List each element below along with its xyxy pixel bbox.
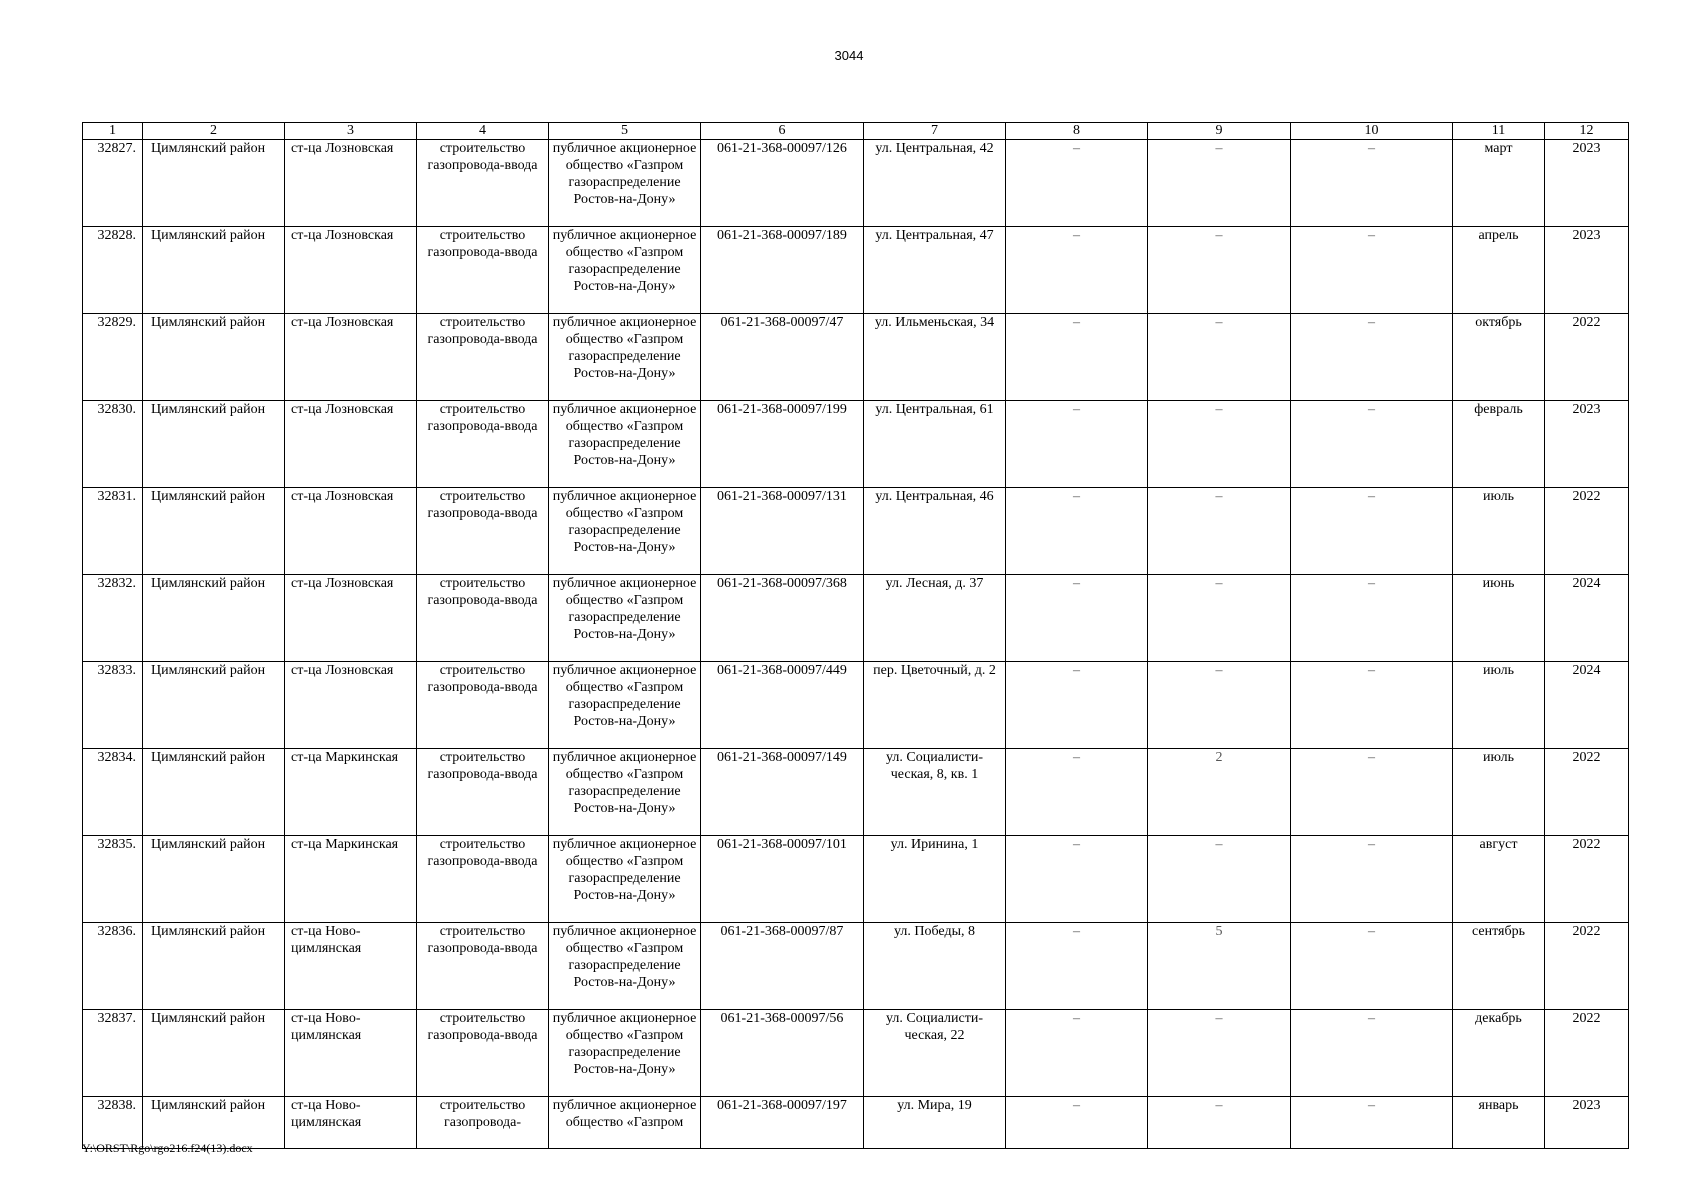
file-path: Y:\ORST\Rgo\rgo216.f24(13).docx <box>82 1141 253 1155</box>
year-cell: 2024 <box>1545 662 1629 749</box>
organization-cell: публичное акционерное общество «Газпром <box>549 1097 701 1149</box>
table-body <box>83 140 1629 1149</box>
row-number: 32834. <box>83 749 143 836</box>
row-number: 32830. <box>83 401 143 488</box>
column-header: 5 <box>549 123 701 140</box>
address-cell: ул. Иринина, 1 <box>864 836 1006 923</box>
address-cell: ул. Центральная, 42 <box>864 140 1006 227</box>
table-row <box>83 575 1629 662</box>
object-code-cell: 061-21-368-00097/101 <box>701 836 864 923</box>
column-header: 3 <box>285 123 417 140</box>
column-10-cell: – <box>1291 575 1453 662</box>
month-cell: январь <box>1453 1097 1545 1149</box>
work-type-cell: строительство газопровода-ввода <box>417 401 549 488</box>
column-number-row <box>83 123 1629 140</box>
work-type-cell: строительство газопровода-ввода <box>417 575 549 662</box>
organization-cell: публичное акционерное общество «Газпром газораспределение Ростов-на-Дону» <box>549 923 701 1010</box>
object-code-cell: 061-21-368-00097/149 <box>701 749 864 836</box>
district-cell: Цимлянский район <box>143 749 285 836</box>
settlement-cell: ст-ца Лозновская <box>285 662 417 749</box>
column-10-cell: – <box>1291 140 1453 227</box>
table-row <box>83 401 1629 488</box>
column-8-cell: – <box>1006 401 1148 488</box>
organization-cell: публичное акционерное общество «Газпром газораспределение Ростов-на-Дону» <box>549 1010 701 1097</box>
month-cell: июль <box>1453 749 1545 836</box>
settlement-cell: ст-ца Лозновская <box>285 227 417 314</box>
column-10-cell: – <box>1291 836 1453 923</box>
column-8-cell: – <box>1006 227 1148 314</box>
table-row <box>83 314 1629 401</box>
column-9-cell: – <box>1148 575 1291 662</box>
column-8-cell: – <box>1006 836 1148 923</box>
row-number: 32831. <box>83 488 143 575</box>
organization-cell: публичное акционерное общество «Газпром газораспределение Ростов-на-Дону» <box>549 401 701 488</box>
column-10-cell: – <box>1291 488 1453 575</box>
year-cell: 2022 <box>1545 488 1629 575</box>
row-number: 32836. <box>83 923 143 1010</box>
address-cell: ул. Лесная, д. 37 <box>864 575 1006 662</box>
column-8-cell: – <box>1006 488 1148 575</box>
table-row <box>83 488 1629 575</box>
object-code-cell: 061-21-368-00097/189 <box>701 227 864 314</box>
row-number: 32827. <box>83 140 143 227</box>
district-cell: Цимлянский район <box>143 923 285 1010</box>
month-cell: декабрь <box>1453 1010 1545 1097</box>
district-cell: Цимлянский район <box>143 227 285 314</box>
row-number: 32833. <box>83 662 143 749</box>
address-cell: пер. Цветочный, д. 2 <box>864 662 1006 749</box>
column-8-cell: – <box>1006 662 1148 749</box>
year-cell: 2023 <box>1545 140 1629 227</box>
year-cell: 2024 <box>1545 575 1629 662</box>
column-8-cell: – <box>1006 1010 1148 1097</box>
settlement-cell: ст-ца Лозновская <box>285 488 417 575</box>
table-row <box>83 662 1629 749</box>
column-9-cell: – <box>1148 401 1291 488</box>
month-cell: март <box>1453 140 1545 227</box>
object-code-cell: 061-21-368-00097/56 <box>701 1010 864 1097</box>
row-number: 32832. <box>83 575 143 662</box>
month-cell: сентябрь <box>1453 923 1545 1010</box>
settlement-cell: ст-ца Лозновская <box>285 314 417 401</box>
year-cell: 2022 <box>1545 314 1629 401</box>
column-8-cell: – <box>1006 749 1148 836</box>
work-type-cell: строительство газопровода-ввода <box>417 749 549 836</box>
column-10-cell: – <box>1291 1010 1453 1097</box>
address-cell: ул. Социалисти-ческая, 22 <box>864 1010 1006 1097</box>
column-10-cell: – <box>1291 923 1453 1010</box>
work-type-cell: строительство газопровода- <box>417 1097 549 1149</box>
object-code-cell: 061-21-368-00097/126 <box>701 140 864 227</box>
column-9-cell: – <box>1148 1010 1291 1097</box>
column-9-cell: 2 <box>1148 749 1291 836</box>
year-cell: 2023 <box>1545 1097 1629 1149</box>
row-number: 32838. <box>83 1097 143 1149</box>
column-header: 2 <box>143 123 285 140</box>
organization-cell: публичное акционерное общество «Газпром газораспределение Ростов-на-Дону» <box>549 488 701 575</box>
month-cell: апрель <box>1453 227 1545 314</box>
settlement-cell: ст-ца Ново-цимлянская <box>285 923 417 1010</box>
column-header: 7 <box>864 123 1006 140</box>
column-10-cell: – <box>1291 749 1453 836</box>
column-10-cell: – <box>1291 401 1453 488</box>
column-header: 1 <box>83 123 143 140</box>
settlement-cell: ст-ца Лозновская <box>285 140 417 227</box>
object-code-cell: 061-21-368-00097/47 <box>701 314 864 401</box>
column-9-cell: 5 <box>1148 923 1291 1010</box>
table-row <box>83 836 1629 923</box>
column-9-cell: – <box>1148 314 1291 401</box>
year-cell: 2022 <box>1545 836 1629 923</box>
column-8-cell: – <box>1006 575 1148 662</box>
district-cell: Цимлянский район <box>143 488 285 575</box>
work-type-cell: строительство газопровода-ввода <box>417 662 549 749</box>
district-cell: Цимлянский район <box>143 662 285 749</box>
object-code-cell: 061-21-368-00097/87 <box>701 923 864 1010</box>
table-row <box>83 1097 1629 1149</box>
organization-cell: публичное акционерное общество «Газпром газораспределение Ростов-на-Дону» <box>549 749 701 836</box>
address-cell: ул. Ильменьская, 34 <box>864 314 1006 401</box>
column-header: 4 <box>417 123 549 140</box>
column-9-cell: – <box>1148 836 1291 923</box>
column-10-cell: – <box>1291 662 1453 749</box>
organization-cell: публичное акционерное общество «Газпром газораспределение Ростов-на-Дону» <box>549 140 701 227</box>
settlement-cell: ст-ца Ново-цимлянская <box>285 1097 417 1149</box>
address-cell: ул. Центральная, 46 <box>864 488 1006 575</box>
column-8-cell: – <box>1006 314 1148 401</box>
district-cell: Цимлянский район <box>143 1010 285 1097</box>
work-type-cell: строительство газопровода-ввода <box>417 227 549 314</box>
address-cell: ул. Победы, 8 <box>864 923 1006 1010</box>
work-type-cell: строительство газопровода-ввода <box>417 1010 549 1097</box>
table-row <box>83 923 1629 1010</box>
year-cell: 2022 <box>1545 923 1629 1010</box>
table-row <box>83 749 1629 836</box>
object-code-cell: 061-21-368-00097/368 <box>701 575 864 662</box>
column-10-cell: – <box>1291 314 1453 401</box>
organization-cell: публичное акционерное общество «Газпром газораспределение Ростов-на-Дону» <box>549 575 701 662</box>
page-number: 3044 <box>834 48 864 63</box>
table-row <box>83 227 1629 314</box>
organization-cell: публичное акционерное общество «Газпром газораспределение Ростов-на-Дону» <box>549 314 701 401</box>
month-cell: октябрь <box>1453 314 1545 401</box>
row-number: 32828. <box>83 227 143 314</box>
column-header: 6 <box>701 123 864 140</box>
row-number: 32829. <box>83 314 143 401</box>
settlement-cell: ст-ца Лозновская <box>285 401 417 488</box>
work-type-cell: строительство газопровода-ввода <box>417 140 549 227</box>
row-number: 32837. <box>83 1010 143 1097</box>
document-table <box>82 122 1629 1149</box>
column-header: 9 <box>1148 123 1291 140</box>
column-header: 8 <box>1006 123 1148 140</box>
month-cell: июнь <box>1453 575 1545 662</box>
object-code-cell: 061-21-368-00097/197 <box>701 1097 864 1149</box>
column-header: 12 <box>1545 123 1629 140</box>
settlement-cell: ст-ца Лозновская <box>285 575 417 662</box>
column-10-cell: – <box>1291 1097 1453 1149</box>
district-cell: Цимлянский район <box>143 1097 285 1149</box>
object-code-cell: 061-21-368-00097/131 <box>701 488 864 575</box>
organization-cell: публичное акционерное общество «Газпром газораспределение Ростов-на-Дону» <box>549 662 701 749</box>
month-cell: июль <box>1453 662 1545 749</box>
row-number: 32835. <box>83 836 143 923</box>
settlement-cell: ст-ца Маркинская <box>285 836 417 923</box>
year-cell: 2022 <box>1545 1010 1629 1097</box>
address-cell: ул. Социалисти-ческая, 8, кв. 1 <box>864 749 1006 836</box>
district-cell: Цимлянский район <box>143 836 285 923</box>
year-cell: 2023 <box>1545 227 1629 314</box>
month-cell: июль <box>1453 488 1545 575</box>
column-header: 10 <box>1291 123 1453 140</box>
month-cell: август <box>1453 836 1545 923</box>
work-type-cell: строительство газопровода-ввода <box>417 488 549 575</box>
address-cell: ул. Центральная, 47 <box>864 227 1006 314</box>
year-cell: 2023 <box>1545 401 1629 488</box>
settlement-cell: ст-ца Маркинская <box>285 749 417 836</box>
organization-cell: публичное акционерное общество «Газпром газораспределение Ростов-на-Дону» <box>549 227 701 314</box>
district-cell: Цимлянский район <box>143 140 285 227</box>
column-9-cell: – <box>1148 1097 1291 1149</box>
column-header: 11 <box>1453 123 1545 140</box>
month-cell: февраль <box>1453 401 1545 488</box>
column-9-cell: – <box>1148 140 1291 227</box>
work-type-cell: строительство газопровода-ввода <box>417 923 549 1010</box>
object-code-cell: 061-21-368-00097/449 <box>701 662 864 749</box>
year-cell: 2022 <box>1545 749 1629 836</box>
district-cell: Цимлянский район <box>143 575 285 662</box>
settlement-cell: ст-ца Ново-цимлянская <box>285 1010 417 1097</box>
district-cell: Цимлянский район <box>143 314 285 401</box>
column-10-cell: – <box>1291 227 1453 314</box>
object-code-cell: 061-21-368-00097/199 <box>701 401 864 488</box>
column-8-cell: – <box>1006 1097 1148 1149</box>
column-9-cell: – <box>1148 662 1291 749</box>
column-9-cell: – <box>1148 227 1291 314</box>
address-cell: ул. Центральная, 61 <box>864 401 1006 488</box>
district-cell: Цимлянский район <box>143 401 285 488</box>
work-type-cell: строительство газопровода-ввода <box>417 314 549 401</box>
column-8-cell: – <box>1006 140 1148 227</box>
column-8-cell: – <box>1006 923 1148 1010</box>
address-cell: ул. Мира, 19 <box>864 1097 1006 1149</box>
work-type-cell: строительство газопровода-ввода <box>417 836 549 923</box>
column-9-cell: – <box>1148 488 1291 575</box>
table-row <box>83 140 1629 227</box>
table-row <box>83 1010 1629 1097</box>
organization-cell: публичное акционерное общество «Газпром газораспределение Ростов-на-Дону» <box>549 836 701 923</box>
